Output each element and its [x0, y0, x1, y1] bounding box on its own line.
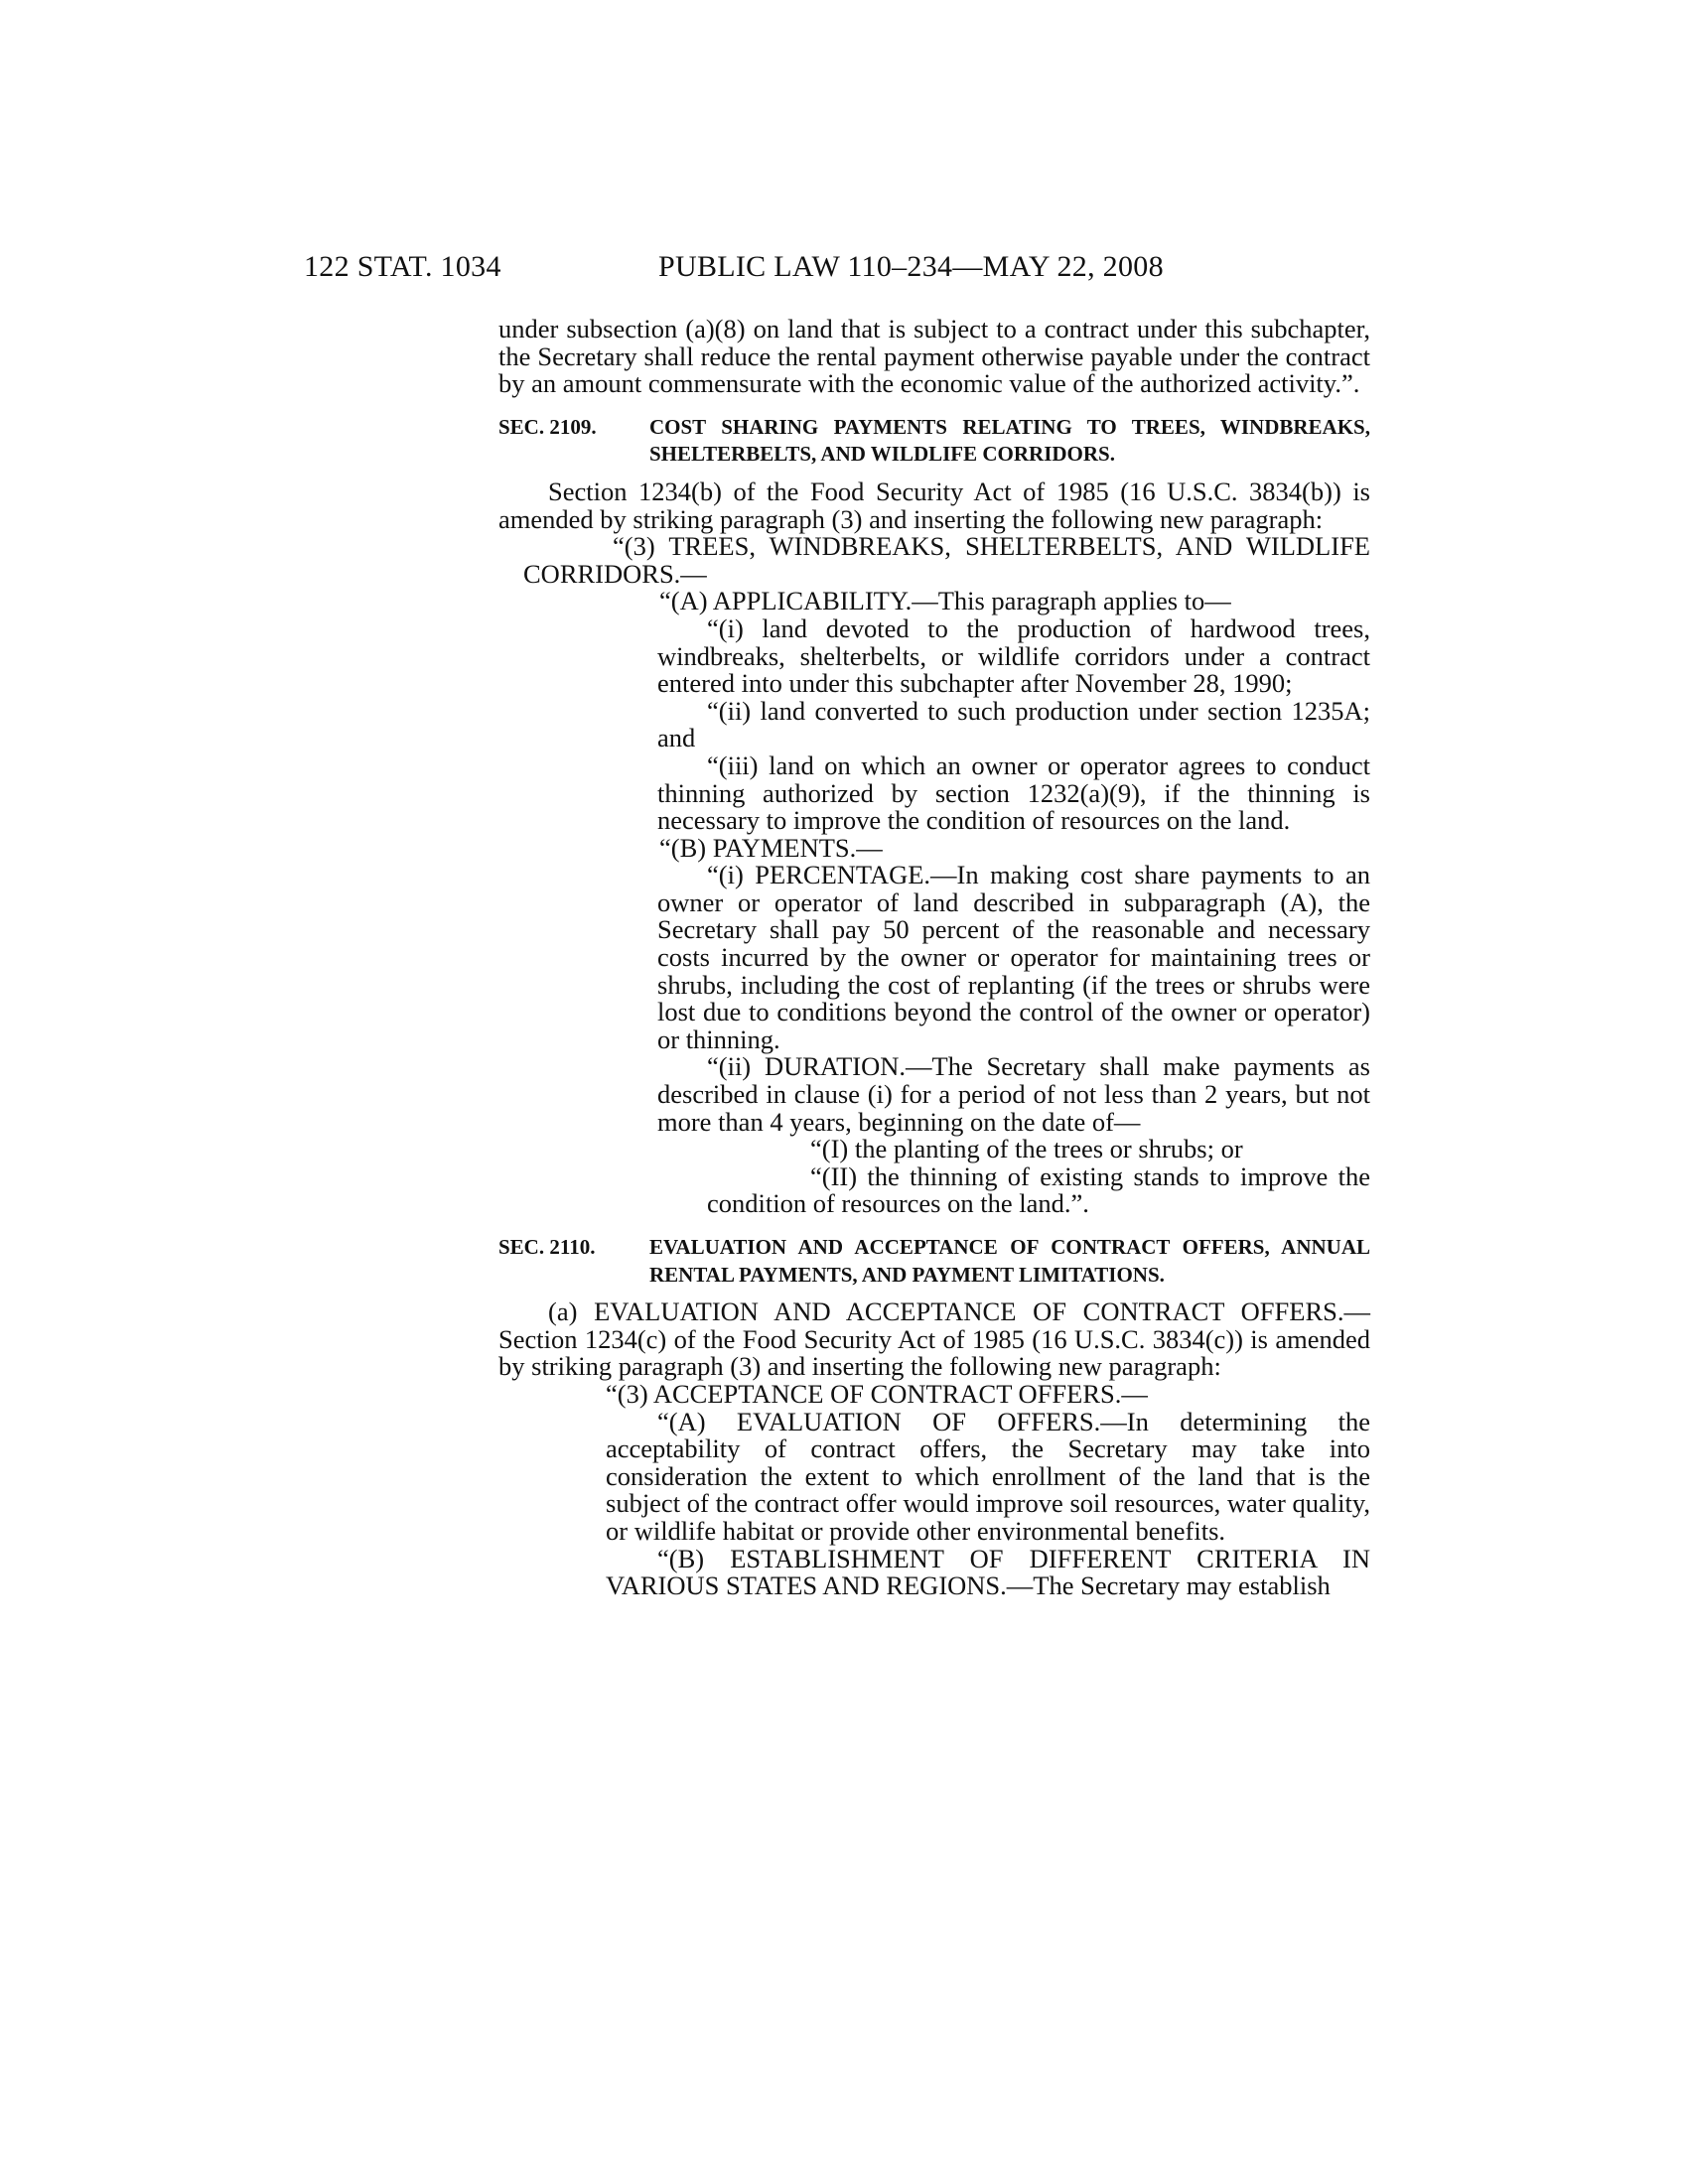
clause-i-hardwood: “(i) land devoted to the production of hardwood trees, windbreaks, shelterbelts, or wildlife corridors under a contract entered into under this subchapter after November 28, 1990; [657, 613, 1370, 699]
running-header-title: PUBLIC LAW 110–234—MAY 22, 2008 [658, 250, 1164, 283]
section-title: EVALUATION AND ACCEPTANCE OF CONTRACT OFFERS, ANNUAL RENTAL PAYMENTS, AND PAYMENT LIMITATIONS. [649, 1235, 1370, 1287]
clause-iii-thinning: “(iii) land on which an owner or operator agrees to conduct thinning authorized by section 1232(a)(9), if the thinning is necessary to improve the condition of resources on the land. [657, 750, 1370, 836]
subclause-I-planting: “(I) the planting of the trees or shrubs; or [810, 1134, 1243, 1164]
clause-ii-converted: “(ii) land converted to such production under section 1235A; and [657, 695, 1370, 753]
subsection-a-evaluation: (a) EVALUATION AND ACCEPTANCE OF CONTRACT OFFERS.—Section 1234(c) of the Food Security Act of 1985 (16 U.S.C. 3834(c)) is amended by striking paragraph (3) and inserting the following new paragraph: [498, 1297, 1370, 1382]
paragraph-3-acceptance: “(3) ACCEPTANCE OF CONTRACT OFFERS.— [606, 1378, 1148, 1409]
section-heading-2110 [498, 1234, 1370, 1289]
subparagraph-a-evaluation-of-offers: “(A) EVALUATION OF OFFERS.—In determining the acceptability of contract offers, the Secretary may take into consideration the extent to which enrollment of the land that is the subject of the contract offer would improve soil resources, water quality, or wildlife habitat or provide other environmental benefits. [606, 1406, 1370, 1546]
clause-i-percentage: “(i) PERCENTAGE.—In making cost share payments to an owner or operator of land described in subparagraph (A), the Secretary shall pay 50 percent of the reasonable and necessary costs incurred by the owner or operator for maintaining trees or shrubs, including the cost of replanting (if the trees or shrubs were lost due to conditions beyond the control of the owner or operator) or thinning. [657, 860, 1370, 1054]
clause-ii-duration: “(ii) DURATION.—The Secretary shall make payments as described in clause (i) for a period of not less than 2 years, but not more than 4 years, beginning on the date of— [657, 1051, 1370, 1137]
section-heading-2109 [498, 414, 1370, 469]
paragraph-amendment-intro: Section 1234(b) of the Food Security Act of 1985 (16 U.S.C. 3834(b)) is amended by striking paragraph (3) and inserting the following new paragraph: [498, 476, 1370, 534]
section-number: SEC. 2109. [498, 414, 597, 439]
section-number: SEC. 2110. [498, 1235, 596, 1259]
document-body [498, 316, 1370, 1600]
subparagraph-b-different-criteria: “(B) ESTABLISHMENT OF DIFFERENT CRITERIA IN VARIOUS STATES AND REGIONS.—The Secretary may establish [606, 1543, 1370, 1601]
subparagraph-a-applicability: “(A) APPLICABILITY.—This paragraph applies to— [659, 586, 1231, 616]
section-title: COST SHARING PAYMENTS RELATING TO TREES, WINDBREAKS, SHELTERBELTS, AND WILDLIFE CORRIDORS. [649, 414, 1370, 467]
subclause-II-thinning: “(II) the thinning of existing stands to improve the condition of resources on the land.”. [707, 1160, 1370, 1219]
paragraph-continuation: under subsection (a)(8) on land that is subject to a contract under this subchapter, the Secretary shall reduce the rental payment otherwise payable under the contract by an amount commensurate with the economic value of the authorized activity.”. [498, 314, 1370, 399]
paragraph-3-heading: “(3) TREES, WINDBREAKS, SHELTERBELTS, AND WILDLIFE CORRIDORS.— [523, 531, 1370, 589]
statute-page-number: 122 STAT. 1034 [304, 250, 501, 283]
subparagraph-b-payments: “(B) PAYMENTS.— [659, 832, 883, 863]
